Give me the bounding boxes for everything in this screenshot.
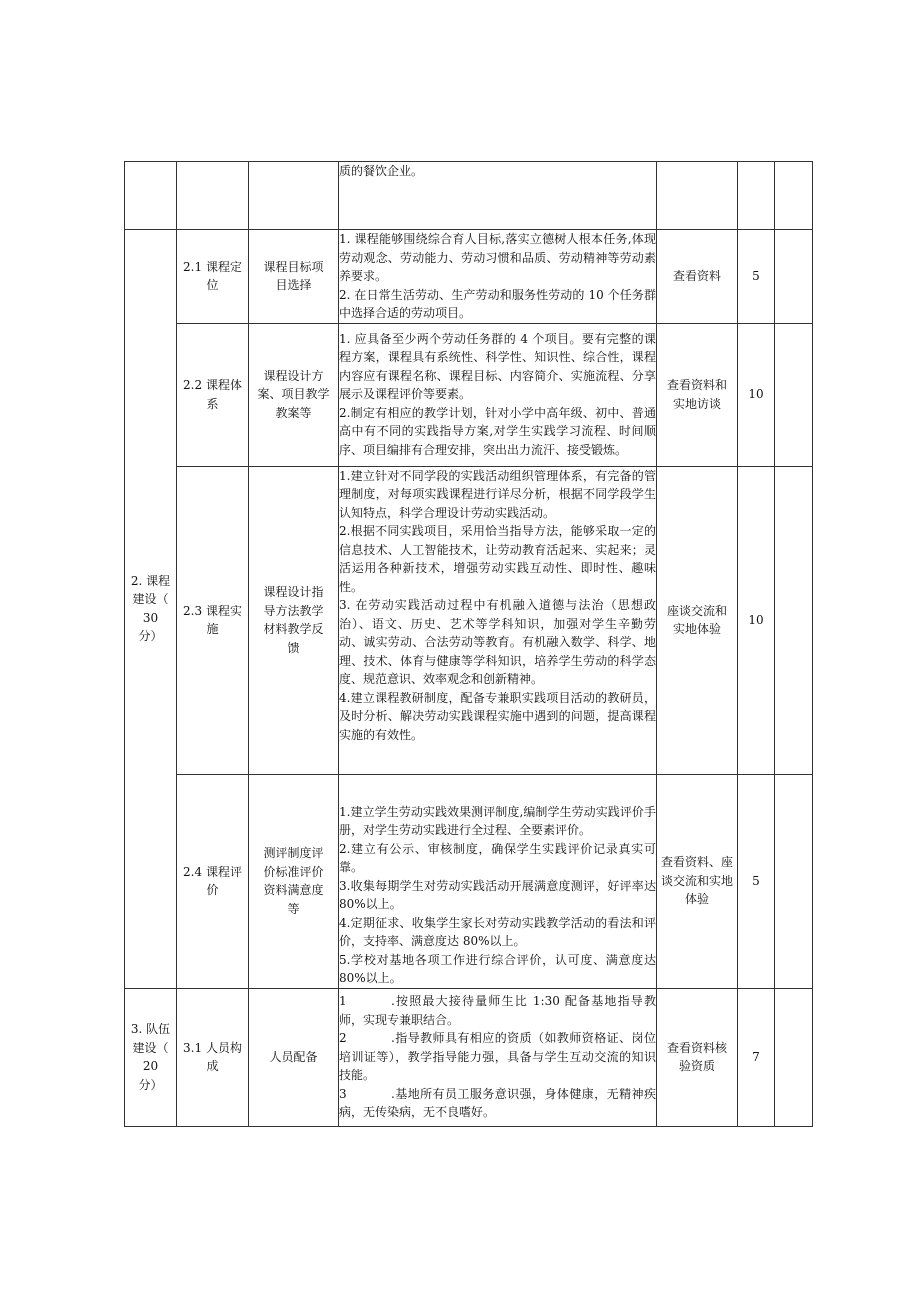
table-row <box>125 230 813 324</box>
content-cell: 1. 应具备至少两个劳动任务群的 4 个项目。要有完整的课程方案，课程具有系统性、科学性、知识性、综合性，课程内容应有课程名称、课程目标、内容简介、实施流程、分享展示及课程评价等要素。 2.制定有相应的教学计划，针对小学中高年级、初中、普通高中有不同的实践指导方案,对学生实践学习流程、时间顺序、项目编排有合理安排，突出出力流汗、接受锻炼。 <box>339 323 657 466</box>
material-cell: 课程设计方 案、项目教学 教案等 <box>249 323 339 466</box>
remark-cell <box>775 774 813 988</box>
score-cell: 7 <box>738 988 775 1126</box>
score-cell: 5 <box>738 230 775 324</box>
item-code-cell: 2.2 课程体 系 <box>177 323 249 466</box>
table-row <box>125 323 813 466</box>
category-cell: 3. 队伍 建设（ 20 分） <box>125 988 177 1126</box>
remark-cell <box>775 466 813 774</box>
category-cell: 2. 课程 建设（ 30 分） <box>125 230 177 989</box>
evaluation-table <box>124 161 813 1127</box>
method-cell: 查看资料和 实地访谈 <box>657 323 738 466</box>
item-code-cell: 2.4 课程评 价 <box>177 774 249 988</box>
remark-cell <box>775 988 813 1126</box>
content-cell: 1. 课程能够围绕综合育人目标,落实立德树人根本任务,体现劳动观念、劳动能力、劳动习惯和品质、劳动精神等劳动素养要求。 2. 在日常生活劳动、生产劳动和服务性劳动的 10 个任务群中选择合适的劳动项目。 <box>339 230 657 324</box>
content-cell: 质的餐饮企业。 <box>339 162 657 230</box>
material-cell: 课程设计指 导方法教学 材料教学反 馈 <box>249 466 339 774</box>
table-row <box>125 774 813 988</box>
method-cell: 查看资料、座 谈交流和实地 体验 <box>657 774 738 988</box>
score-cell: 10 <box>738 466 775 774</box>
method-cell: 查看资料 <box>657 230 738 324</box>
table-row <box>125 162 813 230</box>
method-cell: 查看资料核 验资质 <box>657 988 738 1126</box>
material-cell: 课程目标项 目选择 <box>249 230 339 324</box>
item-code-cell: 3.1 人员构 成 <box>177 988 249 1126</box>
material-cell: 人员配备 <box>249 988 339 1126</box>
remark-cell <box>775 323 813 466</box>
material-cell: 测评制度评 价标准评价 资料满意度 等 <box>249 774 339 988</box>
content-cell: 1 .按照最大接待量师生比 1:30 配备基地指导教师，实现专兼职结合。 2 .指导教师具有相应的资质（如教师资格证、岗位培训证等），教学指导能力强，具备与学生互动交流的知识技能。 3 .基地所有员工服务意识强，身体健康，无精神疾病，无传染病，无不良嗜好。 <box>339 988 657 1126</box>
score-cell: 5 <box>738 774 775 988</box>
score-cell: 10 <box>738 323 775 466</box>
item-code-cell: 2.3 课程实 施 <box>177 466 249 774</box>
content-cell: 1.建立学生劳动实践效果测评制度,编制学生劳动实践评价手册，对学生劳动实践进行全过程、全要素评价。 2.建立有公示、审核制度，确保学生实践评价记录真实可靠。 3.收集每期学生对劳动实践活动开展满意度测评，好评率达 80%以上。 4.定期征求、收集学生家长对劳动实践教学活动的看法和评价，支持率、满意度达 80%以上。 5.学校对基地各项工作进行综合评价，认可度、满意度达 80%以上。 <box>339 774 657 988</box>
content-cell: 1.建立针对不同学段的实践活动组织管理体系，有完备的管理制度，对每项实践课程进行详尽分析，根据不同学段学生认知特点，科学合理设计劳动实践活动。 2.根据不同实践项目，采用恰当指导方法，能够采取一定的信息技术、人工智能技术，让劳动教育活起来、实起来；灵活运用各种新技术，增强劳动实践互动性、即时性、趣味性。 3. 在劳动实践活动过程中有机融入道德与法治（思想政治）、语文、历史、艺术等学科知识，加强对学生辛勤劳动、诚实劳动、合法劳动等教育。有机融入数学、科学、地理、技术、体育与健康等学科知识，培养学生劳动的科学态度、规范意识、效率观念和创新精神。 4.建立课程教研制度，配备专兼职实践项目活动的教研员，及时分析、解决劳动实践课程实施中遇到的问题，提高课程实施的有效性。 <box>339 466 657 774</box>
table-row <box>125 466 813 774</box>
method-cell: 座谈交流和 实地体验 <box>657 466 738 774</box>
item-code-cell: 2.1 课程定 位 <box>177 230 249 324</box>
remark-cell <box>775 230 813 324</box>
table-row <box>125 988 813 1126</box>
